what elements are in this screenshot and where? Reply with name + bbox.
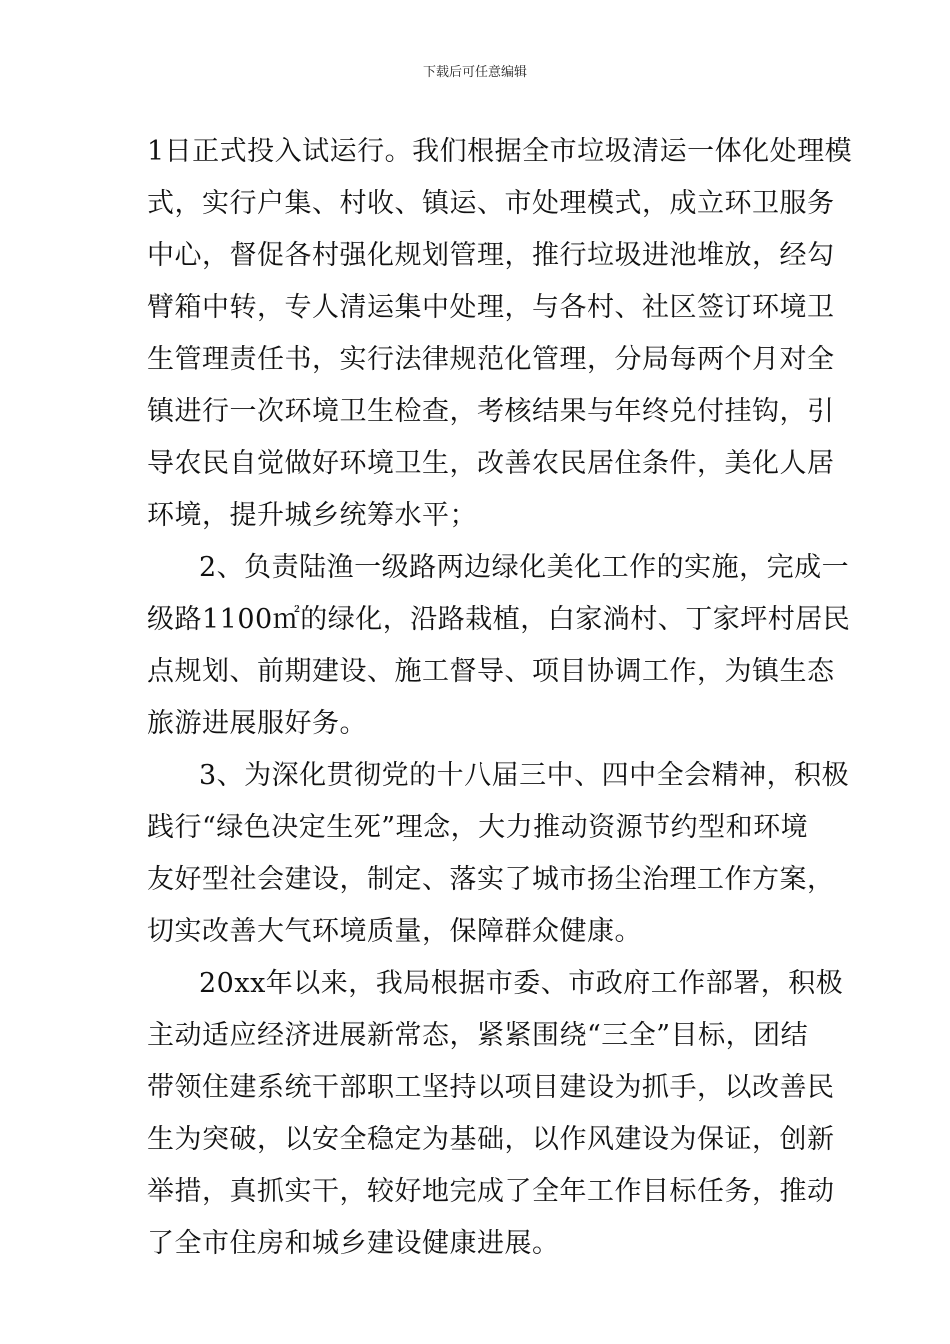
text-line: 臂箱中转，专人清运集中处理，与各村、社区签订环境卫 <box>147 292 835 323</box>
text-line: 切实改善大气环境质量，保障群众健康。 <box>147 916 642 947</box>
text-line: 了全市住房和城乡建设健康进展。 <box>147 1228 560 1259</box>
text-line: 友好型社会建设，制定、落实了城市扬尘治理工作方案， <box>147 864 835 895</box>
paragraph-first-line: 2、负责陆渔一级路两边绿化美化工作的实施，完成一 <box>199 552 850 583</box>
text-line: 环境，提升城乡统筹水平； <box>147 500 477 531</box>
text-line: 式，实行户集、村收、镇运、市处理模式，成立环卫服务 <box>147 188 835 219</box>
text-line: 带领住建系统干部职工坚持以项目建设为抓手，以改善民 <box>147 1072 835 1103</box>
text-line: 生为突破，以安全稳定为基础，以作风建设为保证，创新 <box>147 1124 835 1155</box>
text-line: 旅游进展服好务。 <box>147 708 367 739</box>
paragraph-first-line: 20xx年以来，我局根据市委、市政府工作部署，积极 <box>199 968 844 999</box>
text-line: 举措，真抓实干，较好地完成了全年工作目标任务，推动 <box>147 1176 835 1207</box>
text-line: 级路1100㎡的绿化，沿路栽植，白家淌村、丁家坪村居民 <box>147 604 851 635</box>
paragraph-first-line: 3、为深化贯彻党的十八届三中、四中全会精神，积极 <box>199 760 850 791</box>
text-line: 导农民自觉做好环境卫生，改善农民居住条件，美化人居 <box>147 448 835 479</box>
text-line: 主动适应经济进展新常态，紧紧围绕“三全”目标，团结 <box>147 1020 809 1051</box>
page-header-note: 下载后可任意编辑 <box>422 65 527 80</box>
text-line: 生管理责任书，实行法律规范化管理，分局每两个月对全 <box>147 344 835 375</box>
text-line: 中心，督促各村强化规划管理，推行垃圾进池堆放，经勾 <box>147 240 835 271</box>
text-line: 镇进行一次环境卫生检查，考核结果与年终兑付挂钩，引 <box>147 396 835 427</box>
text-line: 点规划、前期建设、施工督导、项目协调工作，为镇生态 <box>147 656 835 687</box>
text-line: 1日正式投入试运行。我们根据全市垃圾清运一体化处理模 <box>147 136 853 167</box>
text-line: 践行“绿色决定生死”理念，大力推动资源节约型和环境 <box>147 812 809 843</box>
